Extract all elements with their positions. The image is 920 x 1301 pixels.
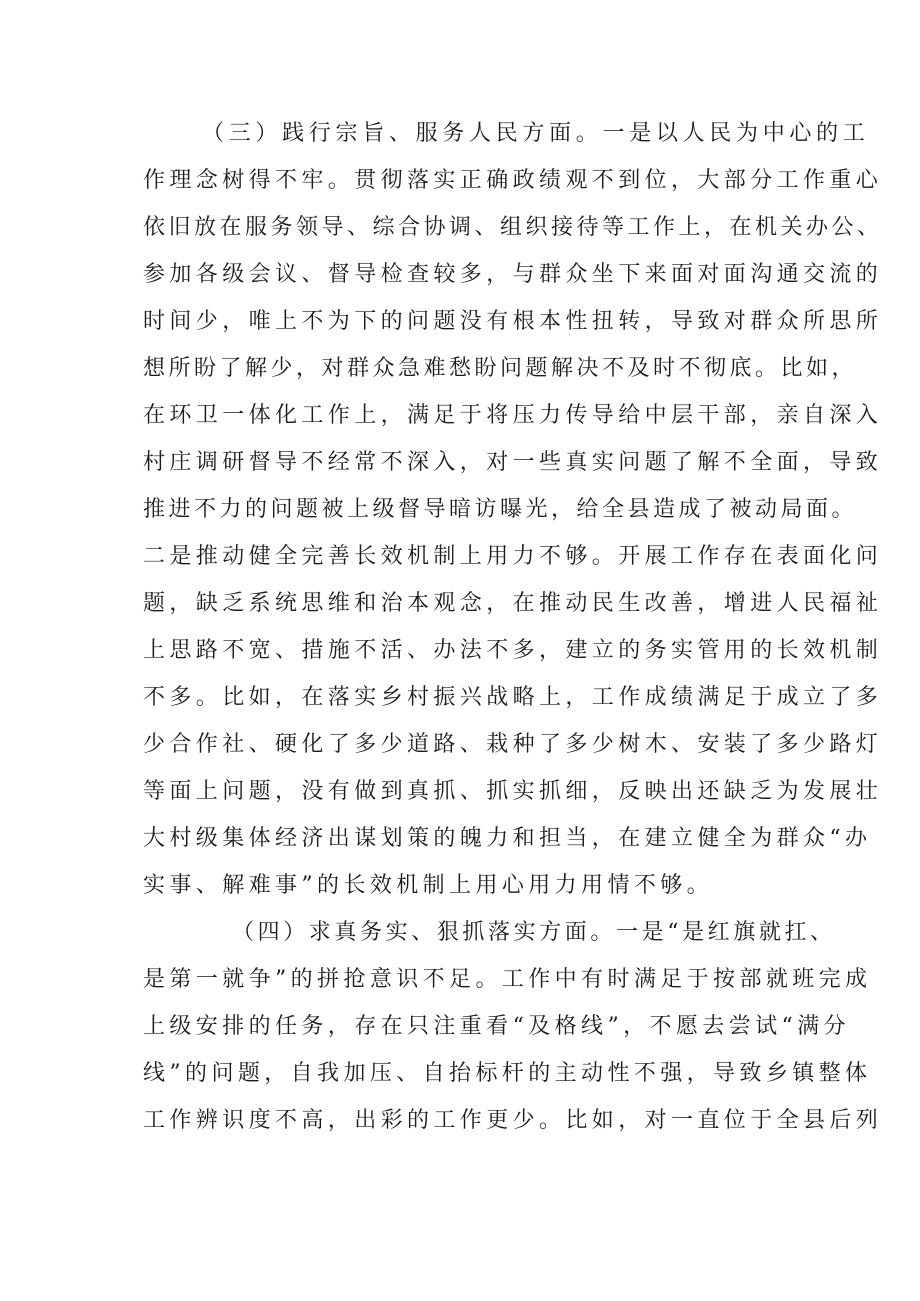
paragraph-3-line-13: 不多。比如，在落实乡村振兴战略上，工作成绩满足于成立了多 — [143, 685, 883, 710]
paragraph-3-line-14: 少合作社、硬化了多少道路、栽种了多少树木、安装了多少路灯 — [143, 732, 883, 757]
paragraph-3-line-11: 题，缺乏系统思维和治本观念，在推动民生改善，增进人民福祉 — [143, 591, 883, 616]
paragraph-3-line-9: 推进不力的问题被上级督导暗访曝光，给全县造成了被动局面。 — [143, 497, 858, 522]
paragraph-3-line-12: 上思路不宽、措施不活、办法不多，建立的务实管用的长效机制 — [143, 638, 883, 663]
paragraph-4-line-4: 线”的问题，自我加压、自抬标杆的主动性不强，导致乡镇整体 — [143, 1061, 872, 1086]
paragraph-3-line-4: 参加各级会议、督导检查较多，与群众坐下来面对面沟通交流的 — [143, 262, 883, 287]
paragraph-3-line-6: 想所盼了解少，对群众急难愁盼问题解决不及时不彻底。比如， — [143, 356, 858, 381]
paragraph-3-line-7: 在环卫一体化工作上，满足于将压力传导给中层干部，亲自深入 — [143, 403, 883, 428]
paragraph-3-line-16: 大村级集体经济出谋划策的魄力和担当，在建立健全为群众“办 — [143, 826, 872, 851]
paragraph-3-line-1: （三）践行宗旨、服务人民方面。一是以人民为中心的工 — [202, 121, 870, 146]
paragraph-4-line-1: （四）求真务实、狠抓落实方面。一是“是红旗就扛、 — [232, 920, 836, 945]
paragraph-3-line-5: 时间少，唯上不为下的问题没有根本性扭转，导致对群众所思所 — [143, 309, 883, 334]
paragraph-3-line-10: 二是推动健全完善长效机制上用力不够。开展工作存在表面化问 — [143, 544, 883, 569]
paragraph-3-line-17: 实事、解难事”的长效机制上用心用力用情不够。 — [143, 873, 714, 898]
paragraph-3-line-2: 作理念树得不牢。贯彻落实正确政绩观不到位，大部分工作重心 — [143, 168, 883, 193]
paragraph-3-line-8: 村庄调研督导不经常不深入，对一些真实问题了解不全面，导致 — [143, 450, 883, 475]
paragraph-4-line-3: 上级安排的任务，存在只注重看“及格线”，不愿去尝试“满分 — [143, 1014, 850, 1039]
paragraph-4-line-5: 工作辨识度不高，出彩的工作更少。比如，对一直位于全县后列 — [143, 1108, 883, 1133]
paragraph-4-line-2: 是第一就争”的拼抢意识不足。工作中有时满足于按部就班完成 — [143, 967, 872, 992]
paragraph-3-line-3: 依旧放在服务领导、综合协调、组织接待等工作上，在机关办公、 — [143, 215, 883, 240]
paragraph-3-line-15: 等面上问题，没有做到真抓、抓实抓细，反映出还缺乏为发展壮 — [143, 779, 883, 804]
